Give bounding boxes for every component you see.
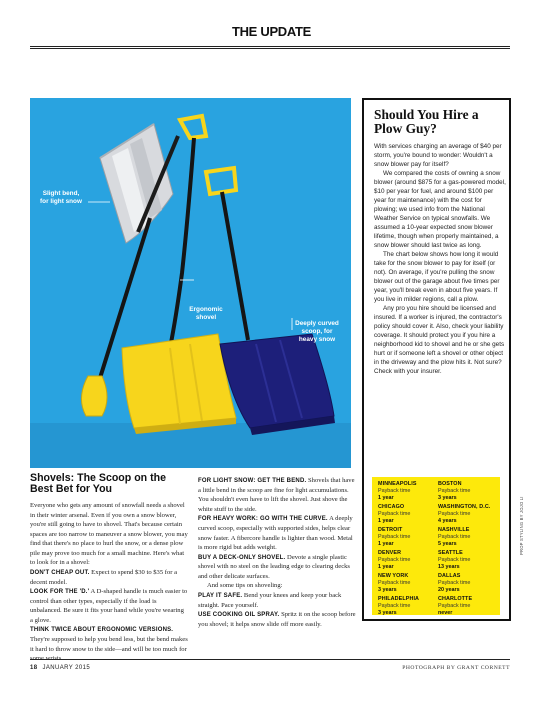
floor [30, 423, 351, 468]
sidebar-paragraph: We compared the costs of owning a snow blower (around $875 for a gas-powered model, $10 per year for fuel, and around $100 per year for maintenance) with the cost for plowing; we used info from the National Weather Service on typical snowfalls. We assumed a 10-year expected snow blower lifetime, though when properly maintained, a snow blower should last twice as long. [374, 170, 506, 249]
header-rule-bottom [30, 48, 510, 49]
folio [30, 665, 90, 671]
article-tip: PLAY IT SAFE. Bend your knees and keep your back straight. Pace yourself. [198, 592, 342, 609]
payback-item: CHARLOTTE Payback time never [438, 596, 473, 616]
shovels-photo [30, 98, 351, 468]
payback-item: DENVER Payback time 1 year [378, 550, 411, 570]
photo-credit: PHOTOGRAPH BY GRANT CORNETT [402, 665, 510, 671]
article-column-2 [198, 476, 358, 630]
yellow-scoop [122, 334, 236, 434]
payback-item: PHILADELPHIA Payback time 3 years [378, 596, 420, 616]
article-title: Shovels: The Scoop on the Best Bet for You [30, 472, 166, 496]
payback-item: NEW YORK Payback time 3 years [378, 573, 411, 593]
callout-deeply-curved: Deeply curved scoop, for heavy snow [295, 320, 339, 343]
article-tip: USE COOKING OIL SPRAY. Spritz it on the scoop before you shovel; it helps snow slide off more easily. [198, 611, 356, 629]
article-tip: BUY A DECK-ONLY SHOVEL. Devote a single plastic shovel with no steel on the leading edge to clearing decks and other delicate surfaces. [198, 553, 350, 580]
silver-shovel [100, 124, 178, 243]
article-tip: And some tips on shoveling: [207, 582, 283, 590]
article-tip: LOOK FOR THE 'D.' A D-shaped handle is much easier to control than other types, especially if the load is unbalanced. Be sure it fits your hand while you're wearing a glove. [30, 588, 188, 624]
payback-item: CHICAGO Payback time 1 year [378, 504, 411, 524]
sidebar-title: Should You Hire a Plow Guy? [374, 107, 479, 137]
sidebar-paragraph: The chart below shows how long it would take for the snow blower to pay for itself (or not). On average, if you're pulling the snow blower out of the garage about five times per year, you'll break even in about five years. If you live in milder regions, call a plow. [374, 251, 500, 303]
callout-slight-bend: Slight bend, for light snow [40, 190, 82, 205]
payback-item: DETROIT Payback time 1 year [378, 527, 411, 547]
payback-item: BOSTON Payback time 3 years [438, 481, 471, 501]
article-tip: FOR HEAVY WORK: GO WITH THE CURVE. A deeply curved scoop, especially with supported sides, helps clear snow faster. A fibercore handle is lighter than wood. Metal is more rigid but adds weight. [198, 515, 353, 552]
article-tip: THINK TWICE ABOUT ERGONOMIC VERSIONS. They're supposed to help you bend less, but the bend makes it hard to throw snow to the side—and will be too much for [30, 627, 188, 653]
header-rule-top [30, 46, 510, 47]
page-number: 18 [30, 665, 38, 671]
sidebar-paragraph: With services charging an average of $40 per storm, you're bound to wonder: Wouldn't a snow blower pay for itself? [374, 143, 502, 168]
sidebar-plow-guy [362, 98, 511, 621]
payback-item: NASHVILLE Payback time 5 years [438, 527, 471, 547]
footer-rule [30, 659, 510, 660]
payback-item: SEATTLE Payback time 13 years [438, 550, 471, 570]
article-tip: DON'T CHEAP OUT. Expect to spend $30 to $35 for a decent model. [30, 568, 178, 586]
article-intro: Everyone who gets any amount of snowfall needs a shovel in their winter arsenal. Even if you own a snow blower, you're still going to have to shovel. That's because certain spaces are too narrow to maneuver a snow blower, you may find that there's no place to hurl the snow, or a dense plow pile may prove too much for a small machine. Here's what to look for in a shovel: [30, 502, 188, 567]
payback-item: WASHINGTON, D.C. Payback time 4 years [438, 504, 491, 524]
sidebar-paragraph: Any pro you hire should be licensed and insured. If a worker is injured, the contractor's policy should cover it. Also, check your liability coverage. It should protect you if you hire a neighborhood kid to shovel and he or she gets hurt or if someone left a shovel or other object in the driveway and the plow hits it. Not sure? Check with your insurer. [374, 305, 505, 375]
prop-styling-credit: PROP STYLING BY JOJO LI [519, 496, 524, 555]
shovels-illustration [30, 98, 351, 468]
payback-item: DALLAS Payback time 20 years [438, 573, 471, 593]
payback-item: MINNEAPOLIS Payback time 1 year [378, 481, 417, 501]
callout-ergonomic: Ergonomic shovel [189, 306, 223, 321]
sidebar-body [374, 142, 506, 376]
article-tip: FOR LIGHT SNOW: GET THE BEND. Shovels that have a little bend in the scoop are fine for light accumulations. You shouldn't even have to lift the shovel. Just shove the white stuff to the side. [198, 477, 355, 513]
issue-date: JANUARY 2015 [42, 665, 91, 671]
section-header: THE UPDATE [231, 24, 312, 39]
article-column-1 [30, 501, 188, 664]
payback-table [372, 477, 500, 615]
